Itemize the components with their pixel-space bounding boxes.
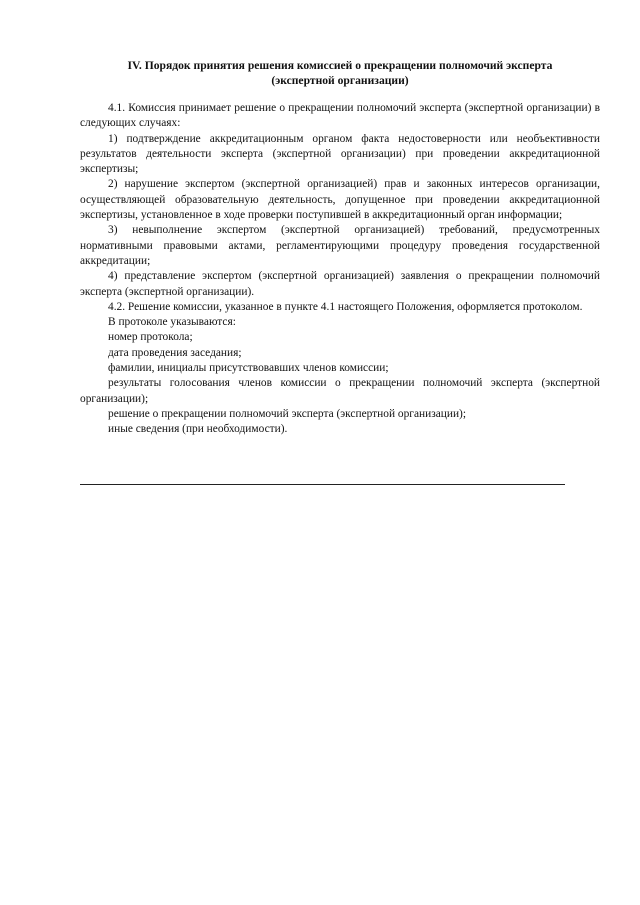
clause-4-1-item-1: 1) подтверждение аккредитационным органом факта недостоверности или необъективности результатов деятельности эксперта (экспертной организации) при проведении аккредитационной экспертизы; xyxy=(80,132,600,176)
section-title-line-1: IV. Порядок принятия решения комиссией о прекращении полномочий эксперта xyxy=(127,59,553,72)
clause-4-2: 4.2. Решение комиссии, указанное в пункте 4.1 настоящего Положения, оформляется протоколом. xyxy=(108,300,583,313)
clause-4-1-item-3: 3) невыполнение экспертом (экспертной организацией) требований, предусмотренных нормативными правовыми актами, регламентирующими процедуру проведения государственной аккредитации; xyxy=(80,224,600,267)
protocol-item-decision: решение о прекращении полномочий эксперта (экспертной организации); xyxy=(108,407,467,420)
section-heading xyxy=(80,58,600,88)
protocol-item-members: фамилии, инициалы присутствовавших членов комиссии; xyxy=(108,362,389,375)
protocol-item-voting: результаты голосования членов комиссии о прекращении полномочий эксперта (экспертной организации); xyxy=(80,377,600,405)
clause-4-1-item-2: 2) нарушение экспертом (экспертной организацией) прав и законных интересов организации, осуществляющей образовательную деятельность, допущенное при проведении аккредитационной экспертизы, установленное в ходе проверки поступившей в аккредитационный орган информации; xyxy=(80,178,600,222)
document-body xyxy=(80,101,600,438)
protocol-item-number: номер протокола; xyxy=(108,331,193,344)
section-title-line-2: (экспертной организации) xyxy=(271,74,409,87)
protocol-item-other: иные сведения (при необходимости). xyxy=(108,423,288,436)
clause-4-1: 4.1. Комиссия принимает решение о прекращении полномочий эксперта (экспертной организации) в следующих случаях: xyxy=(80,102,600,130)
clause-4-1-item-4: 4) представление экспертом (экспертной организацией) заявления о прекращении полномочий эксперта (экспертной организации). xyxy=(80,270,600,298)
protocol-item-date: дата проведения заседания; xyxy=(108,346,242,359)
protocol-contents-intro: В протоколе указываются: xyxy=(108,316,236,329)
closing-separator-line xyxy=(80,484,565,485)
